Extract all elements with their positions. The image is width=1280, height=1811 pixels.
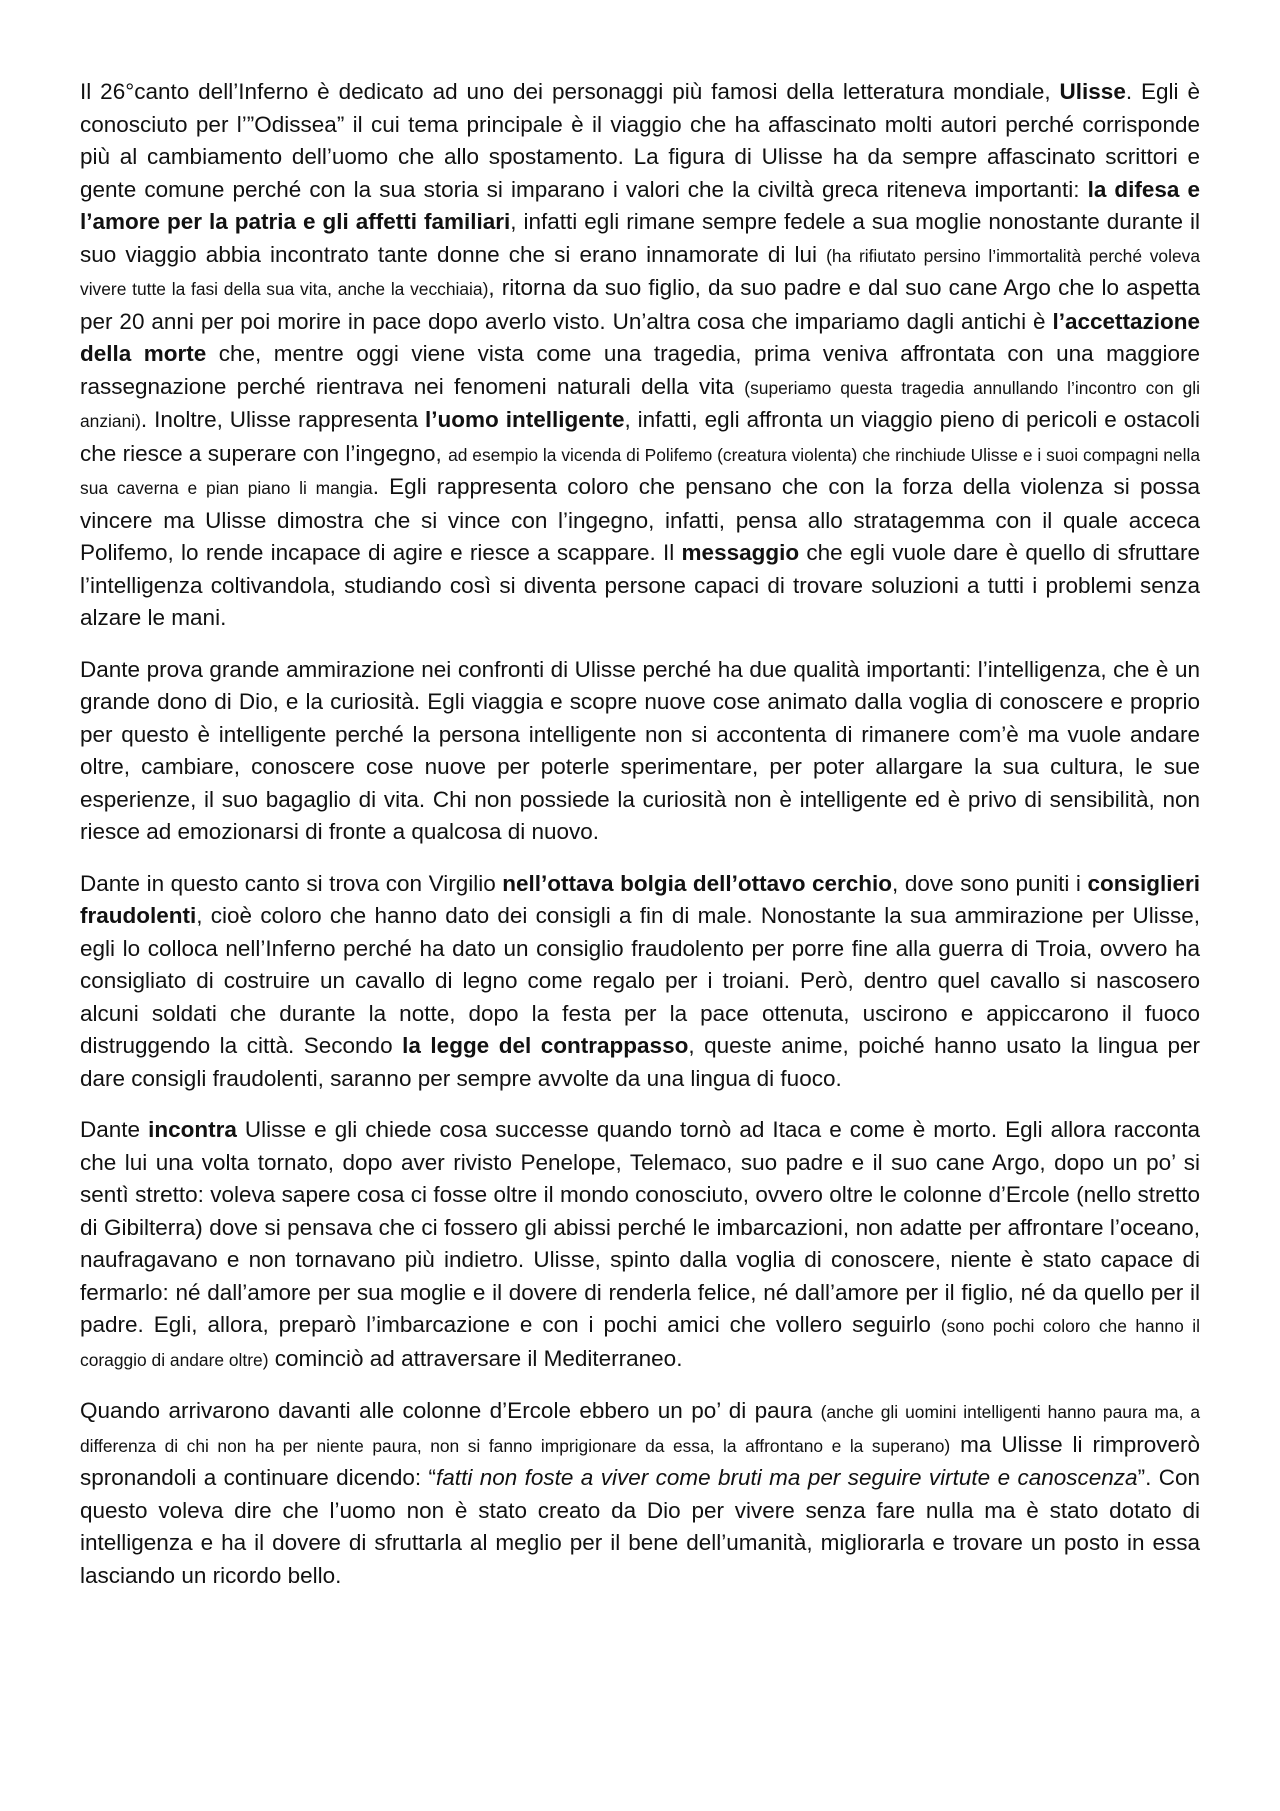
text-run: cominciò ad attraversare il Mediterraneo.	[268, 1345, 683, 1371]
text-run: . Egli è conosciuto per l’”Odissea” il cui tema principale è il viaggio che ha affascinato molti autori perché corrisponde più al cambiamento dell’uomo che allo spostamento. La figura di Ulisse ha da sempre affascinato scrittori e gente comune perché con la sua storia si imparano i valori che la civiltà greca riteneva importanti:	[80, 79, 1200, 202]
paragraph-3	[80, 868, 1200, 1096]
parenthetical-note: (superiamo questa tragedia annullando l’incontro con gli anziani)	[80, 377, 1200, 431]
text-run: Ulisse e gli chiede cosa successe quando tornò ad Itaca e come è morto. Egli allora racconta che lui una volta tornato, dopo aver rivisto Penelope, Telemaco, suo padre e il suo cane Argo, dopo un po’ si sentì stretto: voleva sapere cosa ci fosse oltre il mondo conosciuto, ovvero oltre le colonne d’Ercole (nello stretto di Gibilterra) dove si pensava che ci fossero gli abissi perché le imbarcazioni, non adatte per affrontare l’oceano, naufragavano e non tornavano più indietro. Ulisse, spinto dalla voglia di conoscere, niente è stato capace di fermarlo: né dall’amore per sua moglie e il dovere di renderla felice, né dall’amore per il figlio, né da quello per il padre. Egli, allora, preparò l’imbarcazione e con i pochi amici che vollero seguirlo	[80, 1117, 1200, 1337]
bold-phrase: la difesa e l’amore per la patria e gli affetti familiari	[80, 176, 1200, 234]
paragraph-4	[80, 1114, 1200, 1376]
paragraph-5	[80, 1395, 1200, 1592]
bold-phrase: l’accettazione della morte	[80, 308, 1200, 366]
text-run: , ritorna da suo figlio, da suo padre e dal suo cane Argo che lo aspetta per 20 anni per poi morire in pace dopo averlo visto. Un’altra cosa che impariamo dagli antichi è	[80, 275, 1200, 334]
parenthetical-note: ad esempio la vicenda di Polifemo (creatura violenta) che rinchiude Ulisse e i suoi compagni nella sua caverna e pian piano li mangia	[80, 444, 1200, 498]
text-run: Dante prova grande ammirazione nei confronti di Ulisse perché ha due qualità importanti: l’intelligenza, che è un grande dono di Dio, e la curiosità. Egli viaggia e scopre nuove cose animato dalla voglia di conoscere e proprio per questo è intelligente perché la persona intelligente non si accontenta di rimanere com’è ma vuole andare oltre, cambiare, conoscere cose nuove per poterle sperimentare, per poter allargare la sua cultura, le sue esperienze, il suo bagaglio di vita. Chi non possiede la curiosità non è intelligente ed è privo di sensibilità, non riesce ad emozionarsi di fronte a qualcosa di nuovo.	[80, 656, 1200, 844]
bold-phrase: nell’ottava bolgia dell’ottavo cerchio	[502, 870, 893, 896]
bold-phrase: Ulisse	[1059, 79, 1126, 104]
parenthetical-note: (anche gli uomini intelligenti hanno paura ma, a differenza di chi non ha per niente paura, non si fanno imprigionare da essa, la affrontano e la superano)	[80, 1402, 1200, 1456]
text-run: che egli vuole dare è quello di sfruttare l’intelligenza coltivandola, studiando così si diventa persone capaci di trovare soluzioni a tutti i problemi senza alzare le mani.	[80, 540, 1200, 630]
text-run: , queste anime, poiché hanno usato la lingua per dare consigli fraudolenti, saranno per sempre avvolte da una lingua di fuoco.	[80, 1033, 1200, 1091]
text-run: Quando arrivarono davanti alle colonne d’Ercole ebbero un po’ di paura	[80, 1398, 821, 1423]
paragraph-2	[80, 654, 1200, 849]
bold-phrase: incontra	[148, 1117, 237, 1142]
text-run: , dove sono puniti i	[892, 870, 1088, 896]
text-run: ”. Con questo voleva dire che l’uomo non è stato creato da Dio per vivere senza fare nulla ma è stato dotato di intelligenza e ha il dovere di sfruttarla al meglio per il bene dell’umanità, migliorarla e trovare un posto in essa lasciando un ricordo bello.	[80, 1465, 1200, 1588]
bold-phrase: messaggio	[681, 540, 800, 565]
parenthetical-note: (ha rifiutato persino l’immortalità perché voleva vivere tutte la fasi della sua vita, anche la vecchiaia)	[80, 245, 1200, 299]
text-run: ma Ulisse li rimproverò spronandoli a continuare dicendo: “	[80, 1431, 1200, 1490]
text-run: . Egli rappresenta coloro che pensano che con la forza della violenza si possa vincere ma Ulisse dimostra che si vince con l’ingegno, infatti, pensa allo stratagemma con il quale acceca Polifemo, lo rende incapace di agire e riesce a scappare. Il	[80, 474, 1200, 565]
italic-quote: fatti non foste a viver come bruti ma per seguire virtute e canoscenza	[436, 1465, 1138, 1490]
text-run: che, mentre oggi viene vista come una tragedia, prima veniva affrontata con una maggiore rassegnazione perché rientrava nei fenomeni naturali della vita	[80, 341, 1200, 399]
bold-phrase: la legge del contrappasso	[402, 1033, 689, 1058]
text-run: Dante	[80, 1117, 149, 1142]
document-body	[80, 76, 1200, 1592]
text-run: . Inoltre, Ulisse rappresenta	[140, 407, 426, 432]
bold-phrase: l’uomo intelligente	[425, 407, 625, 432]
text-run: , cioè coloro che hanno dato dei consigli a fin di male. Nonostante la sua ammirazione per Ulisse, egli lo colloca nell’Inferno perché ha dato un consiglio fraudolento per porre fine alla guerra di Troia, ovvero ha consigliato di costruire un cavallo di legno come regalo per i troiani. Però, dentro quel cavallo si nascosero alcuni soldati che durante la notte, dopo la festa per la pace ottenuta, uscirono e appiccarono il fuoco distruggendo la città. Secondo	[80, 903, 1200, 1058]
text-run: , infatti egli rimane sempre fedele a sua moglie nonostante durante il suo viaggio abbia incontrato tante donne che si erano innamorate di lui	[80, 209, 1200, 267]
text-run: , infatti, egli affronta un viaggio pieno di pericoli e ostacoli che riesce a superare con l’ingegno,	[80, 407, 1200, 466]
text-run: Dante in questo canto si trova con Virgilio	[80, 870, 503, 896]
bold-phrase: consiglieri fraudolenti	[80, 870, 1200, 928]
parenthetical-note: (sono pochi coloro che hanno il coraggio di andare oltre)	[80, 1316, 1200, 1370]
text-run: Il 26°canto dell’Inferno è dedicato ad uno dei personaggi più famosi della letteratura mondiale,	[80, 79, 1060, 104]
paragraph-1	[80, 76, 1200, 635]
